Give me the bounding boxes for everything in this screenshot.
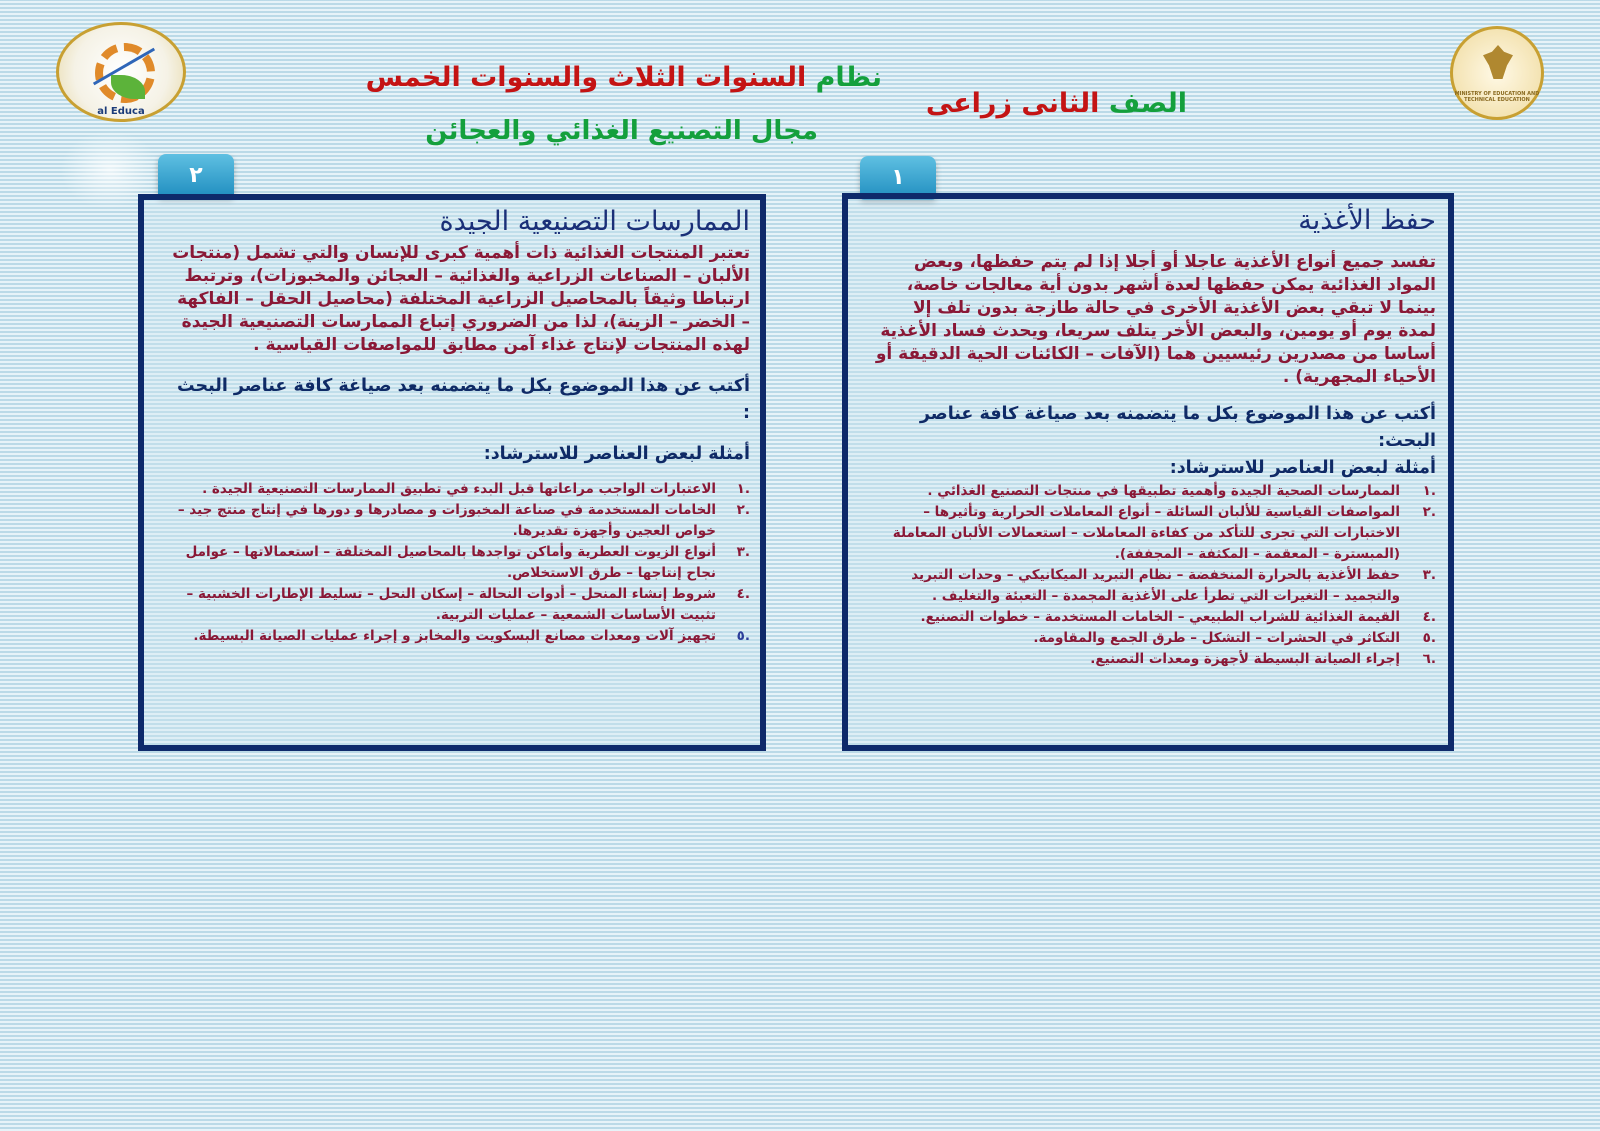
list-item: .٢ الخامات المستخدمة في صناعة المخبوزات و مصادرها و دورها في إنتاج منتج جيد –خواص العجين وأجهزة تقديرها. (177, 502, 750, 539)
card-title: الممارسات التصنيعية الجيدة (439, 206, 750, 237)
card-title: حفظ الأغذية (1298, 205, 1436, 236)
tab-topic-2[interactable]: ٢ (158, 154, 234, 198)
list-item: .٢ المواصفات القياسية للألبان السائلة – أنواع المعاملات الحرارية وتأثيرها – الاختبارات التي تجرى للتأكد من كفاءة المعاملات – استعمالات الألبان المعاملة (المبسترة – المعقمة – المكثفة – المجففة). (892, 504, 1436, 562)
logo-text: al Educa (97, 106, 145, 117)
grade-heading-rest: الثانى زراعى (925, 88, 1100, 119)
list-item: .٥ التكاثر في الحشرات – التشكل – طرق الجمع والمقاومة. (1033, 630, 1436, 646)
system-heading (365, 62, 882, 93)
ministry-seal (1450, 26, 1544, 120)
list-item: .٤ شروط إنشاء المنحل – أدوات النحالة – إسكان النحل – تسليط الإطارات الخشبية – تثبيت الأساسات الشمعية – عمليات التربية. (186, 586, 750, 623)
seal-text: MINISTRY OF EDUCATION AND TECHNICAL EDUCATION (1454, 91, 1540, 103)
topic-card-2 (138, 194, 766, 751)
list-item: .١ الممارسات الصحية الجيدة وأهمية تطبيقها في منتجات التصنيع الغذائي . (927, 483, 1436, 499)
examples-label: أمثلة لبعض العناصر للاسترشاد: (483, 444, 750, 464)
eagle-icon (1483, 45, 1513, 79)
list-item: .٤ القيمة الغذائية للشراب الطبيعي – الخامات المستخدمة – خطوات التصنيع. (920, 609, 1436, 625)
list-item: .٣ حفظ الأغذية بالحرارة المنخفضة – نظام التبريد الميكانيكي – وحدات التبريد والتجميد – التغيرات التي تطرأ على الأغذية المجمدة – التعبئة والتغليف . (911, 567, 1436, 604)
list-item: .١ الاعتبارات الواجب مراعاتها قبل البدء في تطبيق الممارسات التصنيعية الجيدة . (202, 481, 750, 497)
card-instruction: أكتب عن هذا الموضوع بكل ما يتضمنه بعد صياغة كافة عناصر البحث: (919, 404, 1436, 451)
examples-list (870, 481, 1436, 670)
tab-topic-1[interactable]: ١ (860, 156, 936, 200)
field-heading: مجال التصنيع الغذائي والعجائن (425, 116, 818, 146)
card-intro: تفسد جميع أنواع الأغذية عاجلا أو أجلا إذا لم يتم حفظها، وبعض المواد الغذائية يمكن حفظها لعدة أشهر بدون أية معالجات خاصة، بينما لا تبقي بعض الأغذية الأخرى في حالة طازجة بدون تلف إلا لمدة يوم أو يومين، والبعض الأخر يتلف سريعا، ويحدث فساد الأغذية أساسا من مصدرين رئيسيين هما (الآفات – الكائنات الحية الدقيقة أو الأحياء المجهرية) . (875, 252, 1436, 387)
list-item: .٣ أنواع الزيوت العطرية وأماكن تواجدها بالمحاصيل المختلفة – استعمالاتها – عوامل نجاح إنتاجها – طرق الاستخلاص. (185, 544, 750, 581)
school-logo (56, 22, 186, 122)
card-intro: تعتبر المنتجات الغذائية ذات أهمية كبرى للإنسان والتي تشمل (منتجات الألبان – الصناعات الزراعية والغذائية – العجائن والمخبوزات)، وترتبط ارتباطا وثيقاً بالمحاصيل الزراعية المختلفة (محاصيل الحقل – الفاكهة – الخضر – الزينة)، لذا من الضروري إتباع الممارسات التصنيعية الجيدة لهذه المنتجات لإنتاج غذاء آمن مطابق للمواصفات القياسية . (172, 243, 750, 355)
list-item: .٦ إجراء الصيانة البسيطة لأجهزة ومعدات التصنيع. (1090, 651, 1436, 667)
list-item: .٥ تجهيز آلات ومعدات مصانع البسكويت والمخابز و إجراء عمليات الصيانة البسيطة. (193, 628, 750, 644)
grade-heading-word: الصف (1108, 88, 1187, 119)
examples-label: أمثلة لبعض العناصر للاسترشاد: (1169, 458, 1436, 478)
system-heading-word: نظام (815, 62, 882, 93)
grade-heading (925, 88, 1187, 119)
examples-list (164, 479, 750, 647)
topic-card-1 (842, 193, 1454, 751)
system-heading-rest: السنوات الثلاث والسنوات الخمس (365, 62, 807, 93)
card-instruction: أكتب عن هذا الموضوع بكل ما يتضمنه بعد صياغة كافة عناصر البحث : (176, 376, 750, 423)
